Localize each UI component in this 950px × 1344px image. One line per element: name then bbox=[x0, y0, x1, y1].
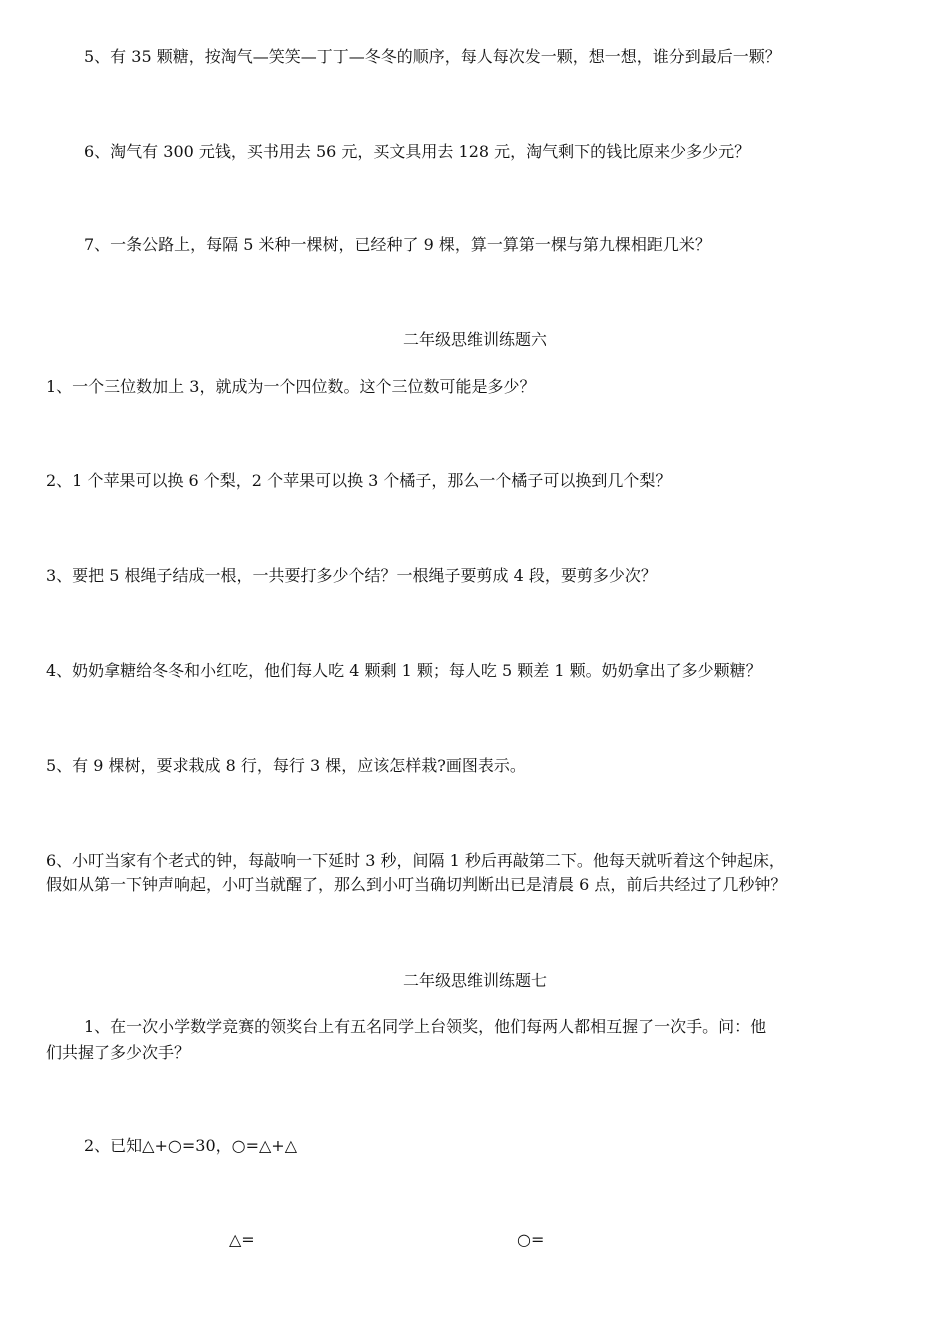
circle-answer-label: ○= bbox=[517, 1230, 545, 1249]
section-6-question-6-line-2: 假如从第一下钟声响起，小叮当就醒了，那么到小叮当确切判断出已是清晨 6 点，前后共经过了几秒钟？ bbox=[46, 875, 787, 894]
triangle-answer-label: △= bbox=[229, 1230, 255, 1249]
question-7-trees: 7、一条公路上，每隔 5 米种一棵树，已经种了 9 棵，算一算第一棵与第九棵相距几米？ bbox=[84, 235, 711, 254]
section-7-question-1-line-2: 们共握了多少次手？ bbox=[46, 1043, 191, 1062]
question-6-money: 6、淘气有 300 元钱，买书用去 56 元，买文具用去 128 元，淘气剩下的钱比原来少多少元？ bbox=[84, 142, 751, 161]
section-6-question-3: 3、要把 5 根绳子结成一根，一共要打多少个结？一根绳子要剪成 4 段，要剪多少次？ bbox=[46, 566, 657, 585]
section-7-question-2: 2、已知△+○=30，○=△+△ bbox=[84, 1136, 298, 1155]
section-7-title: 二年级思维训练题七 bbox=[402, 971, 547, 990]
section-6-question-5: 5、有 9 棵树，要求栽成 8 行，每行 3 棵，应该怎样栽?画图表示。 bbox=[46, 756, 526, 775]
section-6-question-4: 4、奶奶拿糖给冬冬和小红吃，他们每人吃 4 颗剩 1 颗；每人吃 5 颗差 1 颗。奶奶拿出了多少颗糖？ bbox=[46, 661, 762, 680]
section-6-title: 二年级思维训练题六 bbox=[402, 330, 547, 349]
section-6-question-2: 2、1 个苹果可以换 6 个梨，2 个苹果可以换 3 个橘子，那么一个橘子可以换到几个梨？ bbox=[46, 471, 672, 490]
question-5-candy: 5、有 35 颗糖，按淘气—笑笑—丁丁—冬冬的顺序，每人每次发一颗，想一想，谁分到最后一颗？ bbox=[84, 47, 781, 66]
section-6-question-6-line-1: 6、小叮当家有个老式的钟，每敲响一下延时 3 秒，间隔 1 秒后再敲第二下。他每天就听着这个钟起床， bbox=[46, 851, 785, 870]
section-7-question-1-line-1: 1、在一次小学数学竞赛的领奖台上有五名同学上台领奖，他们每两人都相互握了一次手。问：他 bbox=[84, 1017, 767, 1036]
section-6-question-1: 1、一个三位数加上 3，就成为一个四位数。这个三位数可能是多少？ bbox=[46, 377, 536, 396]
